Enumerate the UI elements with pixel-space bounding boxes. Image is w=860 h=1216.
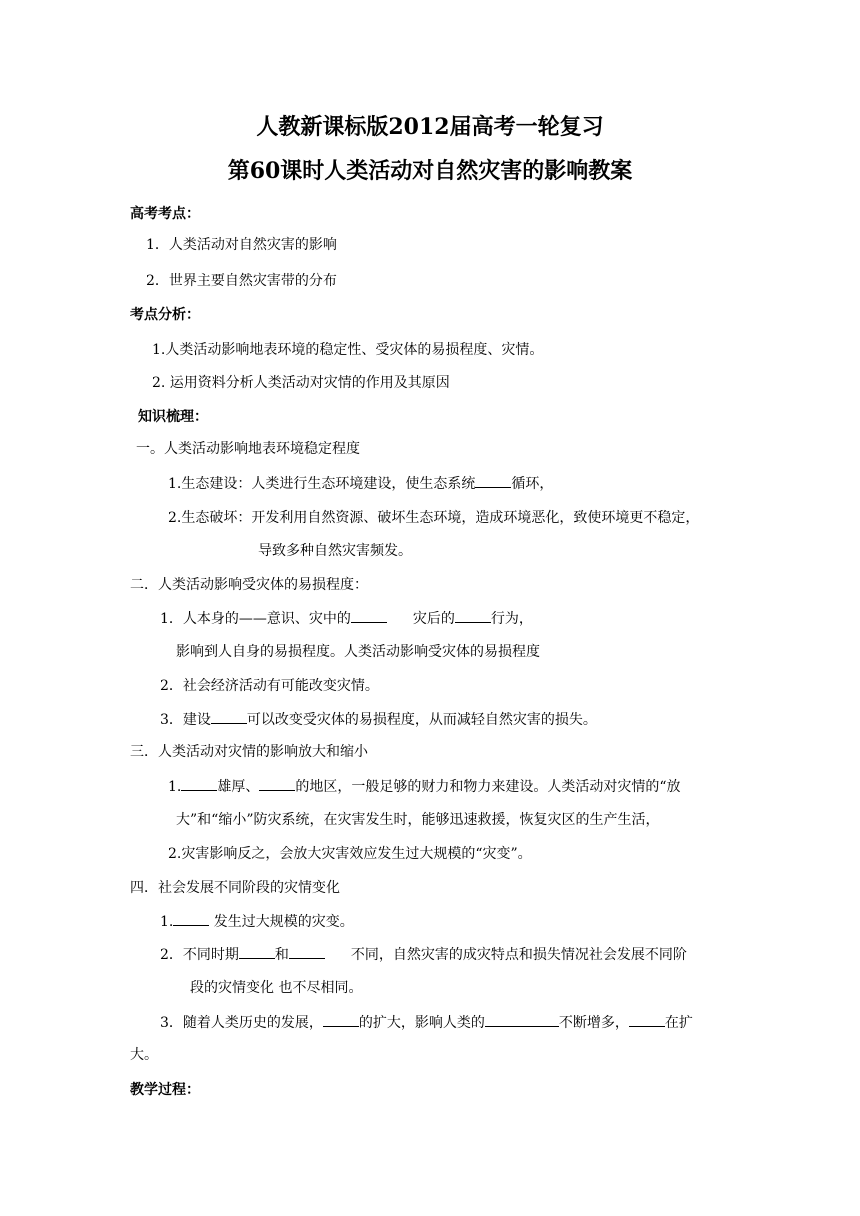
text: 可以改变受灾体的易损程度，从而减轻自然灾害的损失。 (246, 712, 597, 728)
fill-blank[interactable] (289, 944, 325, 959)
section-2-line-4 (160, 709, 597, 730)
document-title: 人教新课标版2012届高考一轮复习 (256, 114, 604, 140)
section-3-line-3: 2.灾害影响反之，会放大灾害效应发生过大规模的“灾变”。 (168, 846, 532, 862)
fill-blank[interactable] (455, 608, 491, 623)
section-2-line-3: 2．社会经济活动有可能改变灾情。 (160, 678, 379, 694)
fenxi-item-1: 1.人类活动影响地表环境的稳定性、受灾体的易损程度、灾情。 (152, 342, 544, 358)
text: 灾后的 (412, 611, 455, 627)
jiaoxue-heading: 教学过程： (130, 1082, 200, 1098)
text: 1.生态建设：人类进行生态环境建设，使生态系统 (168, 476, 476, 492)
text: 行为， (490, 611, 533, 627)
fill-blank[interactable] (475, 473, 511, 488)
fill-blank[interactable] (351, 608, 387, 623)
section-4-heading: 四．社会发展不同阶段的灾情变化 (130, 880, 340, 896)
section-4-line-4 (160, 1012, 693, 1033)
text: 的扩大，影响人类的 (358, 1015, 485, 1031)
section-4-line-5: 大。 (130, 1047, 158, 1063)
text: 不同，自然灾害的成灾特点和损失情况社会发展不同阶 (350, 947, 687, 963)
fill-blank[interactable] (323, 1012, 359, 1027)
section-2-line-2: 影响到人自身的易损程度。人类活动影响受灾体的易损程度 (176, 644, 540, 660)
fill-blank[interactable] (239, 944, 275, 959)
text: 2．不同时期 (160, 947, 239, 963)
section-4-line-1 (160, 911, 354, 932)
text: 雄厚、 (217, 779, 260, 795)
kaodian-heading: 高考考点： (130, 206, 200, 222)
text: 1. (160, 914, 174, 930)
fenxi-heading: 考点分析： (130, 307, 200, 323)
lesson-title: 第60课时人类活动对自然灾害的影响教案 (227, 158, 633, 184)
section-1-heading: 一。人类活动影响地表环境稳定程度 (136, 441, 360, 457)
text: 在扩 (664, 1015, 693, 1031)
fill-blank[interactable] (629, 1012, 665, 1027)
text: 和 (274, 947, 289, 963)
text: 循环， (511, 476, 554, 492)
fenxi-item-2: 2. 运用资料分析人类活动对灾情的作用及其原因 (152, 375, 450, 391)
text: 发生过大规模的灾变。 (209, 914, 354, 930)
kaodian-item-1: 1．人类活动对自然灾害的影响 (146, 237, 337, 253)
text: 3．建设 (160, 712, 211, 728)
fill-blank[interactable] (211, 709, 247, 724)
section-2-heading: 二．人类活动影响受灾体的易损程度： (130, 577, 368, 593)
section-4-line-2 (160, 944, 687, 965)
section-2-line-1 (160, 608, 533, 629)
section-1-line-2: 2.生态破坏：开发利用自然资源、破坏生态环境，造成环境恶化，致使环境更不稳定， (168, 510, 700, 526)
fill-blank[interactable] (181, 776, 217, 791)
zhishi-heading: 知识梳理： (138, 409, 208, 425)
section-3-line-1 (168, 776, 681, 797)
text: 不断增多， (558, 1015, 629, 1031)
section-3-heading: 三．人类活动对灾情的影响放大和缩小 (130, 744, 368, 760)
kaodian-item-2: 2．世界主要自然灾害带的分布 (146, 273, 337, 289)
fill-blank[interactable] (259, 776, 295, 791)
section-1-line-3: 导致多种自然灾害频发。 (258, 543, 412, 559)
section-4-line-3: 段的灾情变化 也不尽相同。 (190, 980, 363, 996)
fill-blank[interactable] (173, 911, 209, 926)
fill-blank[interactable] (485, 1012, 559, 1027)
text: 的地区，一般足够的财力和物力来建设。人类活动对灾情的“放 (295, 779, 681, 795)
section-3-line-2: 大”和“缩小”防灾系统，在灾害发生时，能够迅速救援，恢复灾区的生产生活， (176, 812, 660, 828)
text: 1．人本身的——意识、灾中的 (160, 611, 351, 627)
text: 3．随着人类历史的发展， (160, 1015, 323, 1031)
text: 1. (168, 779, 182, 795)
section-1-line-1 (168, 473, 553, 494)
